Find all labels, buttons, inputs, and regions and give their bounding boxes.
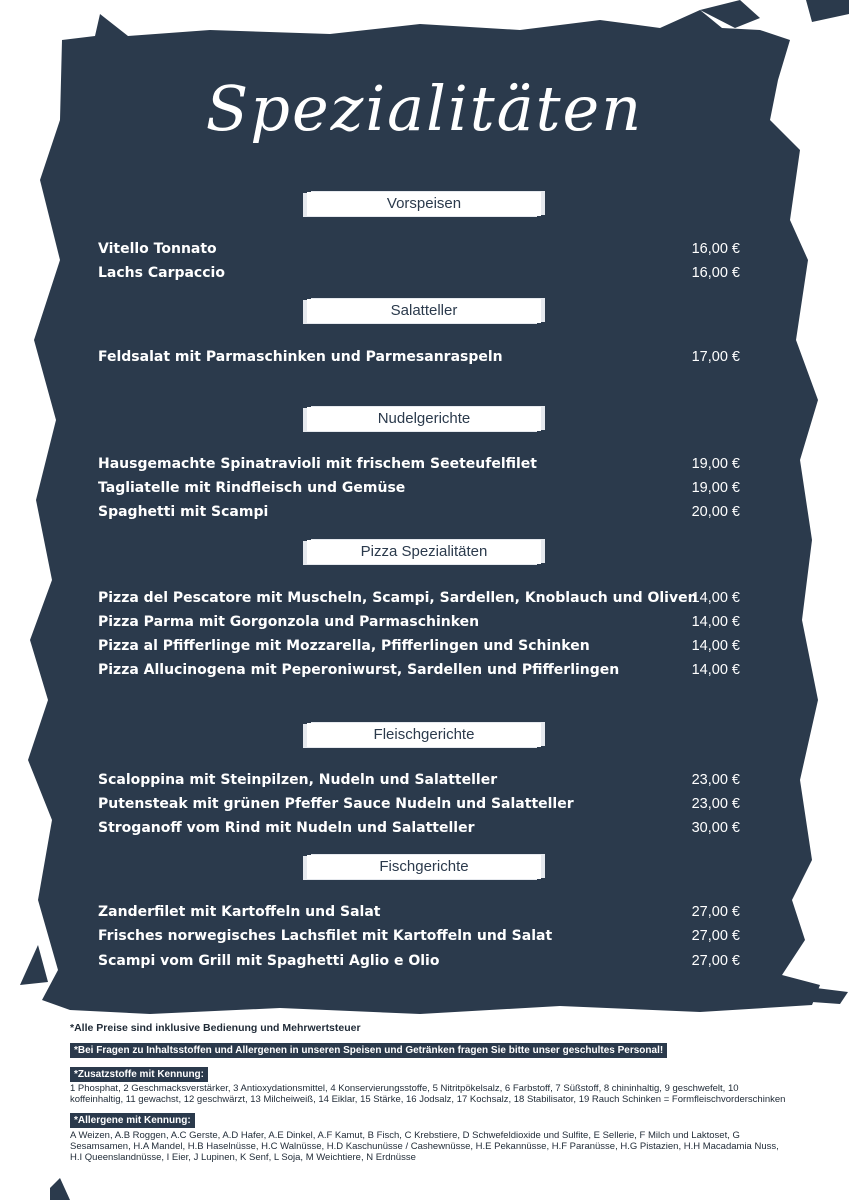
item-price: 19,00 € xyxy=(691,480,740,496)
item-name: Zanderfilet mit Kartoffeln und Salat xyxy=(98,904,381,920)
menu-item xyxy=(98,635,740,657)
item-name: Tagliatelle mit Rindfleisch und Gemüse xyxy=(98,480,406,496)
additives-heading: *Zusatzstoffe mit Kennung: xyxy=(70,1067,208,1082)
item-name: Stroganoff vom Rind mit Nudeln und Salatteller xyxy=(98,820,475,836)
item-price: 23,00 € xyxy=(691,796,740,812)
menu-item xyxy=(98,587,740,609)
menu-item xyxy=(98,453,740,475)
item-name: Pizza al Pfifferlinge mit Mozzarella, Pfifferlingen und Schinken xyxy=(98,638,590,654)
prices-note: *Alle Preise sind inklusive Bedienung und Mehrwertsteuer xyxy=(70,1022,361,1034)
section-label-nudelgerichte: Nudelgerichte xyxy=(307,407,541,431)
item-name: Pizza Parma mit Gorgonzola und Parmaschinken xyxy=(98,614,480,630)
item-name: Spaghetti mit Scampi xyxy=(98,504,269,520)
menu-item xyxy=(98,769,740,791)
item-price: 14,00 € xyxy=(691,614,740,630)
menu-item xyxy=(98,238,740,260)
item-name: Scampi vom Grill mit Spaghetti Aglio e Olio xyxy=(98,953,440,969)
allergens-text: A Weizen, A.B Roggen, A.C Gerste, A.D Hafer, A.E Dinkel, A.F Kamut, B Fisch, C Krebstiere, D Schwefeldioxide und Sulfite, E Sellerie, F Milch und Laktoset, G Sesamsamen, H.A Mandel, H.B Haselnüsse, H.C Walnüsse, H.D Kaschunüsse / Cashewnüsse, H.E Pekannüsse, H.F Paranüsse, H.G Pistazien, H.H Macadamia Nuss, H.I Queenslandnüsse, I Eier, J Lupinen, K Senf, L Soja, M Weichtiere, N Erdnüsse xyxy=(70,1130,779,1163)
menu-item xyxy=(98,501,740,523)
item-name: Lachs Carpaccio xyxy=(98,265,225,281)
item-price: 23,00 € xyxy=(691,772,740,788)
section-label-fleischgerichte: Fleischgerichte xyxy=(307,723,541,747)
menu-item xyxy=(98,817,740,839)
menu-item xyxy=(98,346,740,368)
section-label-salatteller: Salatteller xyxy=(307,299,541,323)
allergens-heading: *Allergene mit Kennung: xyxy=(70,1113,195,1128)
item-price: 14,00 € xyxy=(691,662,740,678)
menu-item xyxy=(98,901,740,923)
item-name: Pizza Allucinogena mit Peperoniwurst, Sardellen und Pfifferlingen xyxy=(98,662,620,678)
item-name: Pizza del Pescatore mit Muscheln, Scampi, Sardellen, Knoblauch und Oliven xyxy=(98,590,698,606)
section-label-fischgerichte: Fischgerichte xyxy=(307,855,541,879)
item-price: 17,00 € xyxy=(691,349,740,365)
item-name: Hausgemachte Spinatravioli mit frischem Seeteufelfilet xyxy=(98,456,537,472)
item-price: 14,00 € xyxy=(691,638,740,654)
menu-item xyxy=(98,950,740,972)
item-price: 19,00 € xyxy=(691,456,740,472)
item-name: Feldsalat mit Parmaschinken und Parmesanraspeln xyxy=(98,349,503,365)
item-price: 30,00 € xyxy=(691,820,740,836)
additives-text: 1 Phosphat, 2 Geschmacksverstärker, 3 Antioxydationsmittel, 4 Konservierungsstoffe, 5 Nitritpökelsalz, 6 Farbstoff, 7 Süßstoff, 8 chininhaltig, 9 geschwefelt, 10 koffeinhaltig, 11 gewachst, 12 geschwärzt, 13 Milcheiweiß, 14 Eiklar, 15 Stärke, 16 Jodsalz, 17 Kochsalz, 18 Stabilisator, 19 Rauch Schinken = Formfleischvorderschinken xyxy=(70,1083,786,1105)
section-label-vorspeisen: Vorspeisen xyxy=(307,192,541,216)
menu-item xyxy=(98,925,740,947)
menu-item xyxy=(98,262,740,284)
menu-item xyxy=(98,611,740,633)
item-name: Scaloppina mit Steinpilzen, Nudeln und Salatteller xyxy=(98,772,498,788)
menu-item xyxy=(98,659,740,681)
item-price: 27,00 € xyxy=(691,904,740,920)
item-name: Frisches norwegisches Lachsfilet mit Kartoffeln und Salat xyxy=(98,928,553,944)
page-title: Spezialitäten xyxy=(205,72,644,145)
item-name: Vitello Tonnato xyxy=(98,241,217,257)
item-price: 16,00 € xyxy=(691,265,740,281)
item-price: 20,00 € xyxy=(691,504,740,520)
section-label-pizza: Pizza Spezialitäten xyxy=(307,540,541,564)
item-price: 16,00 € xyxy=(691,241,740,257)
menu-item xyxy=(98,477,740,499)
item-price: 27,00 € xyxy=(691,953,740,969)
item-name: Putensteak mit grünen Pfeffer Sauce Nudeln und Salatteller xyxy=(98,796,574,812)
item-price: 27,00 € xyxy=(691,928,740,944)
menu-item xyxy=(98,793,740,815)
allergen-question-banner: *Bei Fragen zu Inhaltsstoffen und Allergenen in unseren Speisen und Getränken fragen Sie bitte unser geschultes Personal! xyxy=(70,1043,667,1058)
item-price: 14,00 € xyxy=(691,590,740,606)
